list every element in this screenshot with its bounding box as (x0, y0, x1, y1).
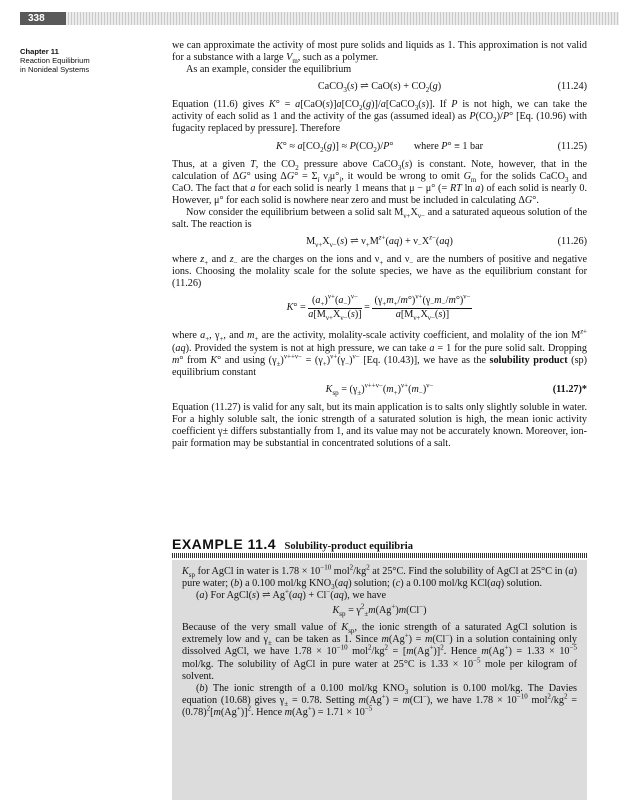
chapter-label: Chapter 11 (20, 47, 59, 56)
paragraph-5: Now consider the equilibrium between a solid salt $M_{\nu+}X_{\nu-}$ and a saturated aqueous solution of the salt. The reaction is (172, 206, 587, 231)
equation-11-26: $M_{\nu+}X_{\nu-}(s)$ ⇌ $\nu_+M^{z+}(aq) + \nu_-X^{z-}(aq)$ (11.26) (306, 233, 587, 250)
equation-11-24: CaCO$_3$(s) ⇌ $CaO(s) + CO_2(g)$ (11.24) (317, 81, 587, 95)
paragraph-8: Equation (11.27) is valid for any salt, but its main application is to salts only slightly soluble in water. For a highly soluble salt, the ionic strength of a saturated solution is high, the mean ionic activity coefficient γ± differs substantially from 1, and its value may not be accurately known. Moreover, ion-pair formation may be substantial in concentrated solutions of a salt. (172, 401, 587, 450)
example-question: $K_{sp}$ for AgCl in water is $1.78 \times 10^{-10}$ $mol^2/kg^2$ at 25°C. Find the solubility of AgCl at 25°C in (a) pure water; (b) a 0.100 mol/kg $KNO_3(aq)$ solution; (c) a 0.100 mol/kg KCl(aq) solution. (182, 563, 578, 592)
paragraph-6: where $z_+$ and $z_-$ are the charges on the ions and $\nu_+$ and $\nu_-$ are the numbers of positive and negative ions. Choosing the molality scale for the solute species, we have as the equilibrium constant for (11.26) (172, 254, 587, 290)
chapter-title-line1: Reaction Equilibrium (20, 56, 90, 65)
equation-number: (11.24) (557, 81, 587, 93)
example-ksp-equation: $K_{sp} = \gamma^2_\pm m(Ag^+)m(Cl^-)$ (332, 602, 427, 619)
page-number: 338 (20, 12, 66, 25)
paragraph-1: we can approximate the activity of most pure solids and liquids as 1. This approximation is not valid for a substance with a large $V_m$, such as a polymer. (172, 40, 587, 66)
example-rule (172, 553, 587, 558)
paragraph-7: where $a_+$, $\gamma_+$, and $m_+$ are the activity, molality-scale activity coefficient, and molality of the ion $M^{z+}(aq)$. Provided the system is not at high pressure, we can take a = 1 for the pure solid salt. Dropping m° from K° and using $(\gamma_\pm)^{\nu++\nu-} = (\gamma_+)^{\nu+}(\gamma_-)^{\nu-}$ [Eq. (10.43)], we have as the solubility product (sp) equilibrium constant (172, 328, 588, 378)
equation-11-25: $K^\circ \approx a[CO_2(g)] \approx P(CO_2)/P^\circ$ where P° ≡ 1 bar (11.25) (275, 140, 587, 154)
example-part-a-intro: (a) For AgCl(s) ⇌ Ag+(aq) + Cl−(aq), we have (196, 587, 387, 602)
example-part-a-text: Because of the very small value of $K_{sp}$, the ionic strength of a saturated AgCl solution is extremely low and $\gamma_\pm$ can be taken as 1. Since m(Ag+) = m(Cl−) in a solution containing only dissolved AgCl, we have $1.78 \times 10^{-10}$ $mol^2/kg^2 = [m(Ag^+)]^2$. Hence $m(Ag^+) = 1.33 \times 10^{-5}$ mol/kg. The solubility of AgCl in pure water at 25°C is $1.33 \times 10^{-5}$ mole per kilogram of solvent. (182, 622, 578, 682)
paragraph-4: Thus, at a given T, the $CO_2$ pressure above CaCO$_3$(s) is constant. Note, however, that in the calculation of ΔG° using $\Delta G^\circ = \Sigma_i$ $\nu_i\mu^\circ_i$, it would be wrong to omit $G_m$ for the solids CaCO$_3$ and CaO. The fact that a for each solid is nearly 1 means that μ − μ° (= RT ln a) of each solid is nearly 0. However, μ° for each solid is nowhere near zero and must be included in calculating ΔG°. (172, 158, 587, 206)
paragraph-3: Equation (11.6) gives $K^\circ = a[CaO(s)]a[CO_2(g)]/a[CaCO_3(s)]$. If P is not high, we can take the activity of each solid as 1 and the activity of the gas (assumed ideal) as $P(CO_2)/P^\circ$ [Eq. (10.96) with fugacity replaced by pressure]. Therefore (172, 99, 588, 135)
equation-11-27: $K_{sp} = (\gamma_\pm)^{\nu++\nu-}(m_+)^{\nu+}(m_-)^{\nu-}$ (11.27)* (325, 381, 587, 397)
example-label: EXAMPLE 11.4 (172, 536, 277, 552)
equation-number: (11.26) (557, 236, 587, 248)
equation-number: (11.27)* (552, 383, 587, 395)
main-text (172, 40, 587, 450)
equation-number: (11.25) (557, 140, 587, 152)
example-title: Solubility-product equilibria (284, 541, 413, 552)
example-part-b-text: (b) The ionic strength of a 0.100 mol/kg $KNO_3$ solution is 0.100 mol/kg. The Davies equation (10.68) gives $\gamma_\pm = 0.78$. Setting m(Ag+) = m(Cl−), we have $1.78 \times 10^{-10}$ $mol^2/kg^2 = (0.78)^2[m(Ag^+)]^2$. Hence $m(Ag^+) = 1.71 \times 10^{-5}$ (182, 682, 578, 718)
paragraph-2: As an example, consider the equilibrium (186, 64, 352, 76)
example-heading (172, 536, 587, 554)
example-box (172, 560, 587, 800)
equilibrium-constant-equation: K° = $\frac{(a_+)^{\nu+}(a_-)^{\nu-}}{a[M_{\nu+}X_{\nu-}(s)]}$ = $\frac{(\gamma_+m_+/m^\circ)^{\nu+}(\gamma_-m_-/m^\circ)^{\nu-}}{a[M_{\nu+}X_{\nu-}(s)]}$ (286, 293, 471, 322)
chapter-title-line2: in Nonideal Systems (20, 65, 90, 74)
header-bar (20, 12, 619, 25)
sidebar (20, 47, 158, 74)
